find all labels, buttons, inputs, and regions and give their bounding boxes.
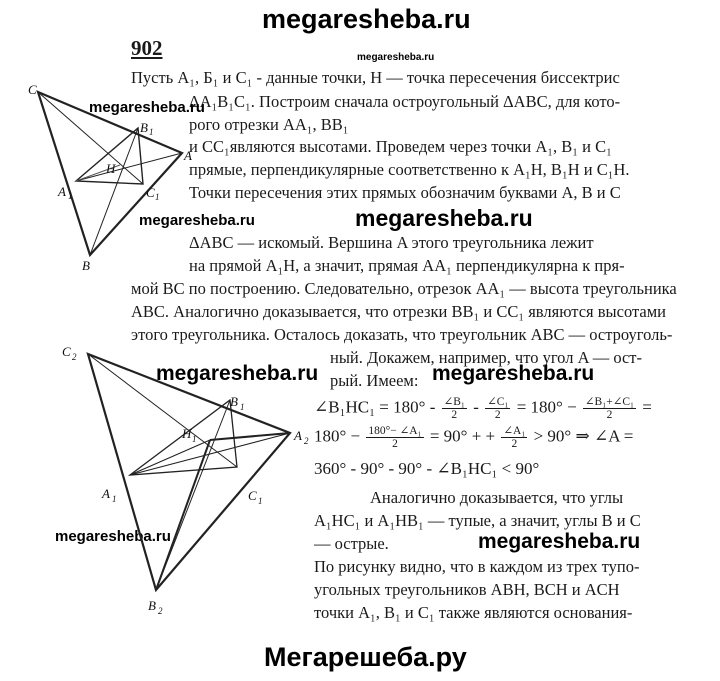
fig1-label-c: C <box>28 82 37 97</box>
text-line-4: и CC₁являются высотами. Проведем через точки A₁, B₁ и C₁ <box>189 137 612 156</box>
fig2-label-a1-sub: 1 <box>112 494 117 504</box>
watermark-left-1: megaresheba.ru <box>89 99 205 116</box>
fig2-label-b1-sub: 1 <box>240 402 245 412</box>
watermark-mid2-left: megaresheba.ru <box>156 362 319 385</box>
text-line-9: мой BC по построению. Следовательно, отрезок AA₁ — высота треугольника <box>131 279 677 298</box>
fig2-label-h1: H <box>182 426 192 441</box>
figure-1-triangle-diagram <box>20 80 200 280</box>
fig2-label-a2: A <box>294 428 302 443</box>
problem-number: 902 <box>131 36 163 60</box>
text-line-14: Аналогично доказывается, что углы <box>370 488 624 507</box>
figure-2-triangle-diagram <box>50 340 320 620</box>
fig2-label-b2: B <box>148 598 156 613</box>
math-line-2: 180° − $\frac{\text{180°− ∠A₁}}{2}$ = 90° + + $\frac{\text{∠A₁}}{2}$ > 90° ⇒ ∠A = <box>314 425 634 450</box>
watermark-left-2: megaresheba.ru <box>139 212 255 229</box>
text-line-5: прямые, перпендикулярные соответственно к A₁H, B₁H и C₁H. <box>189 160 630 179</box>
text-line-8: на прямой A₁H, а значит, прямая AA₁ перпендикулярна к пря- <box>189 256 625 275</box>
header-watermark: megaresheba.ru <box>262 4 471 34</box>
fig2-label-c1-sub: 1 <box>258 496 263 506</box>
fig2-label-c1: C <box>248 488 257 503</box>
text-line-16: — острые. <box>314 534 389 553</box>
tiny-watermark: megaresheba.ru <box>357 52 435 63</box>
text-line-7: ΔABC — искомый. Вершина A этого треугольника лежит <box>189 233 594 252</box>
fig2-label-a2-sub: 2 <box>304 436 309 446</box>
text-line-15: A₁HC₁ и A₁HB₁ — тупые, а значит, углы B и C <box>314 511 641 530</box>
fig1-label-b1: B <box>140 120 148 135</box>
fig2-label-b1: B <box>230 394 238 409</box>
fig1-label-c1: C <box>146 185 155 200</box>
math-line-3: 360° - 90° - 90° - ∠B₁HC₁ < 90° <box>314 459 540 478</box>
text-line-13: рый. Имеем: <box>330 371 419 390</box>
fig2-label-c2-sub: 2 <box>72 352 77 362</box>
watermark-bottom-right: megaresheba.ru <box>478 530 641 553</box>
text-line-1: Пусть A₁, Б₁ и C₁ - данные точки, H — точка пересечения биссектрис <box>131 68 620 87</box>
triangle-a2b2c2 <box>88 354 290 590</box>
fig1-label-b1-sub: 1 <box>149 127 154 137</box>
text-line-6: Точки пересечения этих прямых обозначим буквами A, B и C <box>189 183 621 202</box>
text-line-18: угольных треугольников ABH, BCH и ACH <box>314 580 620 599</box>
fig1-label-a1: A <box>58 184 66 199</box>
fig2-label-b2-sub: 2 <box>158 606 163 616</box>
text-line-12: ный. Докажем, например, что угол A — ост- <box>330 348 643 367</box>
watermark-mid-big: megaresheba.ru <box>355 205 533 231</box>
text-line-11: этого треугольника. Осталось доказать, что треугольник ABC — остроуголь- <box>131 325 673 344</box>
watermark-mid2-right: megaresheba.ru <box>432 362 595 385</box>
altitude-bb1 <box>90 128 138 255</box>
text-line-3: рого отрезки AA₁, BB₁ <box>189 115 349 134</box>
text-line-10: ABC. Аналогично доказывается, что отрезки BB₁ и CC₁ являются высотами <box>131 302 667 321</box>
fig2-label-h1-sub: 1 <box>192 434 197 444</box>
fig1-label-b: B <box>82 258 90 273</box>
math-line-1: ∠B₁HC₁ = 180° - $\frac{\text{∠B₁}}{2}$ - $\frac{\text{∠C₁}}{2}$ = 180° − $\frac{\text{∠B₁+∠C₁}}{2}$ = <box>314 396 652 421</box>
footer-watermark: Мегарешеба.ру <box>264 642 467 672</box>
fig2-label-c2: C <box>62 344 71 359</box>
text-line-19: точки A₁, B₁ и C₁ также являются основания- <box>314 603 633 622</box>
fig1-label-a1-sub: 1 <box>68 191 73 201</box>
text-line-17: По рисунку видно, что в каждом из трех тупо- <box>314 557 640 576</box>
fig1-label-h: H <box>106 161 116 176</box>
text-line-2: ΔA₁B₁C₁. Построим сначала остроугольный ΔABC, для кото- <box>189 92 621 111</box>
fig1-label-c1-sub: 1 <box>155 192 160 202</box>
watermark-bottom-left: megaresheba.ru <box>55 528 171 545</box>
fig1-label-a: A <box>184 148 192 163</box>
fig2-label-a1: A <box>102 486 110 501</box>
